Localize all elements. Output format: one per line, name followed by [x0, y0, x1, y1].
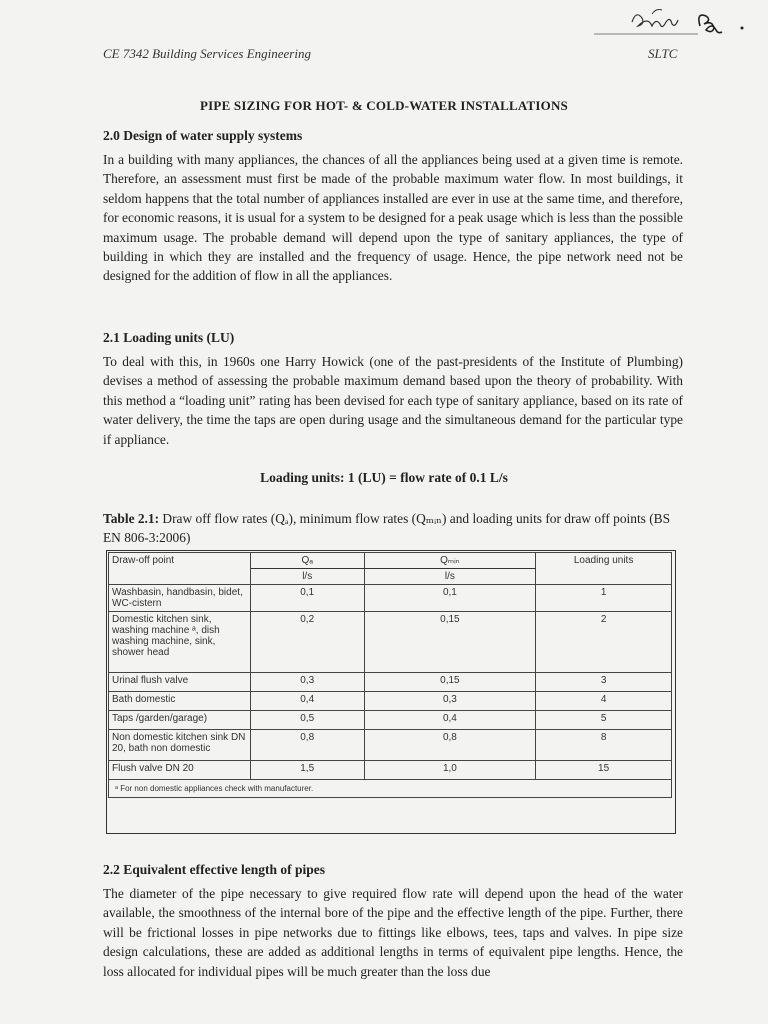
row-lu: 2: [536, 612, 672, 673]
header-qa: Qₐ: [250, 553, 364, 569]
section-body-2-2: The diameter of the pipe necessary to give required flow rate will depend upon the head of the water available, the smoothness of the internal bore of the pipe and the effective length of the pipe. Further, there will be frictional losses in pipe networks due to fittings like elbows, tees, taps and valves. In pipe size design calculations, these are added as additional lengths in terms of equivalent pipe lengths. Hence, the loss allocated for individual pipes will be much greater than the loss due: [103, 886, 683, 979]
row-point: Washbasin, handbasin, bidet, WC-cistern: [109, 585, 251, 612]
row-point: Domestic kitchen sink, washing machine ᵃ, dish washing machine, sink, shower head: [109, 612, 251, 673]
row-qmin: 0,1: [364, 585, 536, 612]
row-qa: 0,3: [250, 673, 364, 692]
page-title: PIPE SIZING FOR HOT- & COLD-WATER INSTALLATIONS: [200, 98, 568, 113]
row-point: Bath domestic: [109, 692, 251, 711]
handwritten-signature: [592, 4, 752, 44]
section-heading-2-0: 2.0 Design of water supply systems: [103, 128, 303, 143]
course-header: CE 7342 Building Services Engineering: [103, 46, 311, 61]
section-body-2-0: In a building with many appliances, the chances of all the appliances being used at a given time is remote. Therefore, an assessment must first be made of the probable maximum water flow. In most buildings, it seldom happens that the total number of appliances installed are ever in use at the same time, and therefore, for economic reasons, it is usual for a system to be designed for a peak usage which is less than the possible maximum usage. The probable demand will depend upon the type of sanitary appliances, the type of building in which they are installed and the frequency of usage. Hence, the pipe network need not be designed for the addition of flow in all the appliances.: [103, 152, 683, 284]
table-row: [109, 730, 672, 761]
row-qmin: 0,15: [364, 612, 536, 673]
row-qa: 1,5: [250, 761, 364, 780]
table-row: [109, 585, 672, 612]
row-qa: 0,2: [250, 612, 364, 673]
row-qa: 0,1: [250, 585, 364, 612]
header-draw-off-point: Draw-off point: [109, 553, 251, 585]
section-body-2-1: To deal with this, in 1960s one Harry Howick (one of the past-presidents of the Institute of Plumbing) devises a method of assessing the probable maximum demand based upon the theory of probability. With this method a “loading unit” rating has been devised for each type of sanitary appliance, based on its rate of water delivery, the time the taps are open during usage and the simultaneous demand for the particular type if appliance.: [103, 354, 683, 447]
table-caption: [103, 509, 685, 547]
row-lu: 3: [536, 673, 672, 692]
row-qmin: 0,3: [364, 692, 536, 711]
row-lu: 1: [536, 585, 672, 612]
unit-qmin: l/s: [364, 569, 536, 585]
row-lu: 15: [536, 761, 672, 780]
row-lu: 8: [536, 730, 672, 761]
table-caption-label: Table 2.1:: [103, 511, 160, 526]
row-lu: 5: [536, 711, 672, 730]
header-loading-units: Loading units: [536, 553, 672, 585]
table-footnote-row: [109, 780, 672, 798]
row-point: Taps /garden/garage): [109, 711, 251, 730]
unit-qa: l/s: [250, 569, 364, 585]
table-row: [109, 612, 672, 673]
header-qmin: Qₘᵢₙ: [364, 553, 536, 569]
section-heading-2-1: 2.1 Loading units (LU): [103, 330, 235, 345]
table-footnote: ᵃ For non domestic appliances check with manufacturer.: [109, 780, 672, 798]
institute-header: SLTC: [648, 46, 678, 61]
row-point: Flush valve DN 20: [109, 761, 251, 780]
row-qmin: 1,0: [364, 761, 536, 780]
loading-unit-equation: Loading units: 1 (LU) = flow rate of 0.1 L/s: [260, 470, 508, 485]
row-point: Urinal flush valve: [109, 673, 251, 692]
loading-units-table: [108, 552, 672, 798]
section-heading-2-2: 2.2 Equivalent effective length of pipes: [103, 862, 325, 877]
table-row: [109, 761, 672, 780]
table-header-row: [109, 553, 672, 569]
row-lu: 4: [536, 692, 672, 711]
row-qa: 0,8: [250, 730, 364, 761]
row-qmin: 0,15: [364, 673, 536, 692]
row-qmin: 0,8: [364, 730, 536, 761]
table-row: [109, 692, 672, 711]
table-row: [109, 711, 672, 730]
table-row: [109, 673, 672, 692]
table-caption-text: Draw off flow rates (Qₐ), minimum flow rates (Qₘᵢₙ) and loading units for draw off points (BS EN 806-3:2006): [103, 511, 671, 545]
row-point: Non domestic kitchen sink DN 20, bath non domestic: [109, 730, 251, 761]
row-qmin: 0,4: [364, 711, 536, 730]
row-qa: 0,5: [250, 711, 364, 730]
row-qa: 0,4: [250, 692, 364, 711]
